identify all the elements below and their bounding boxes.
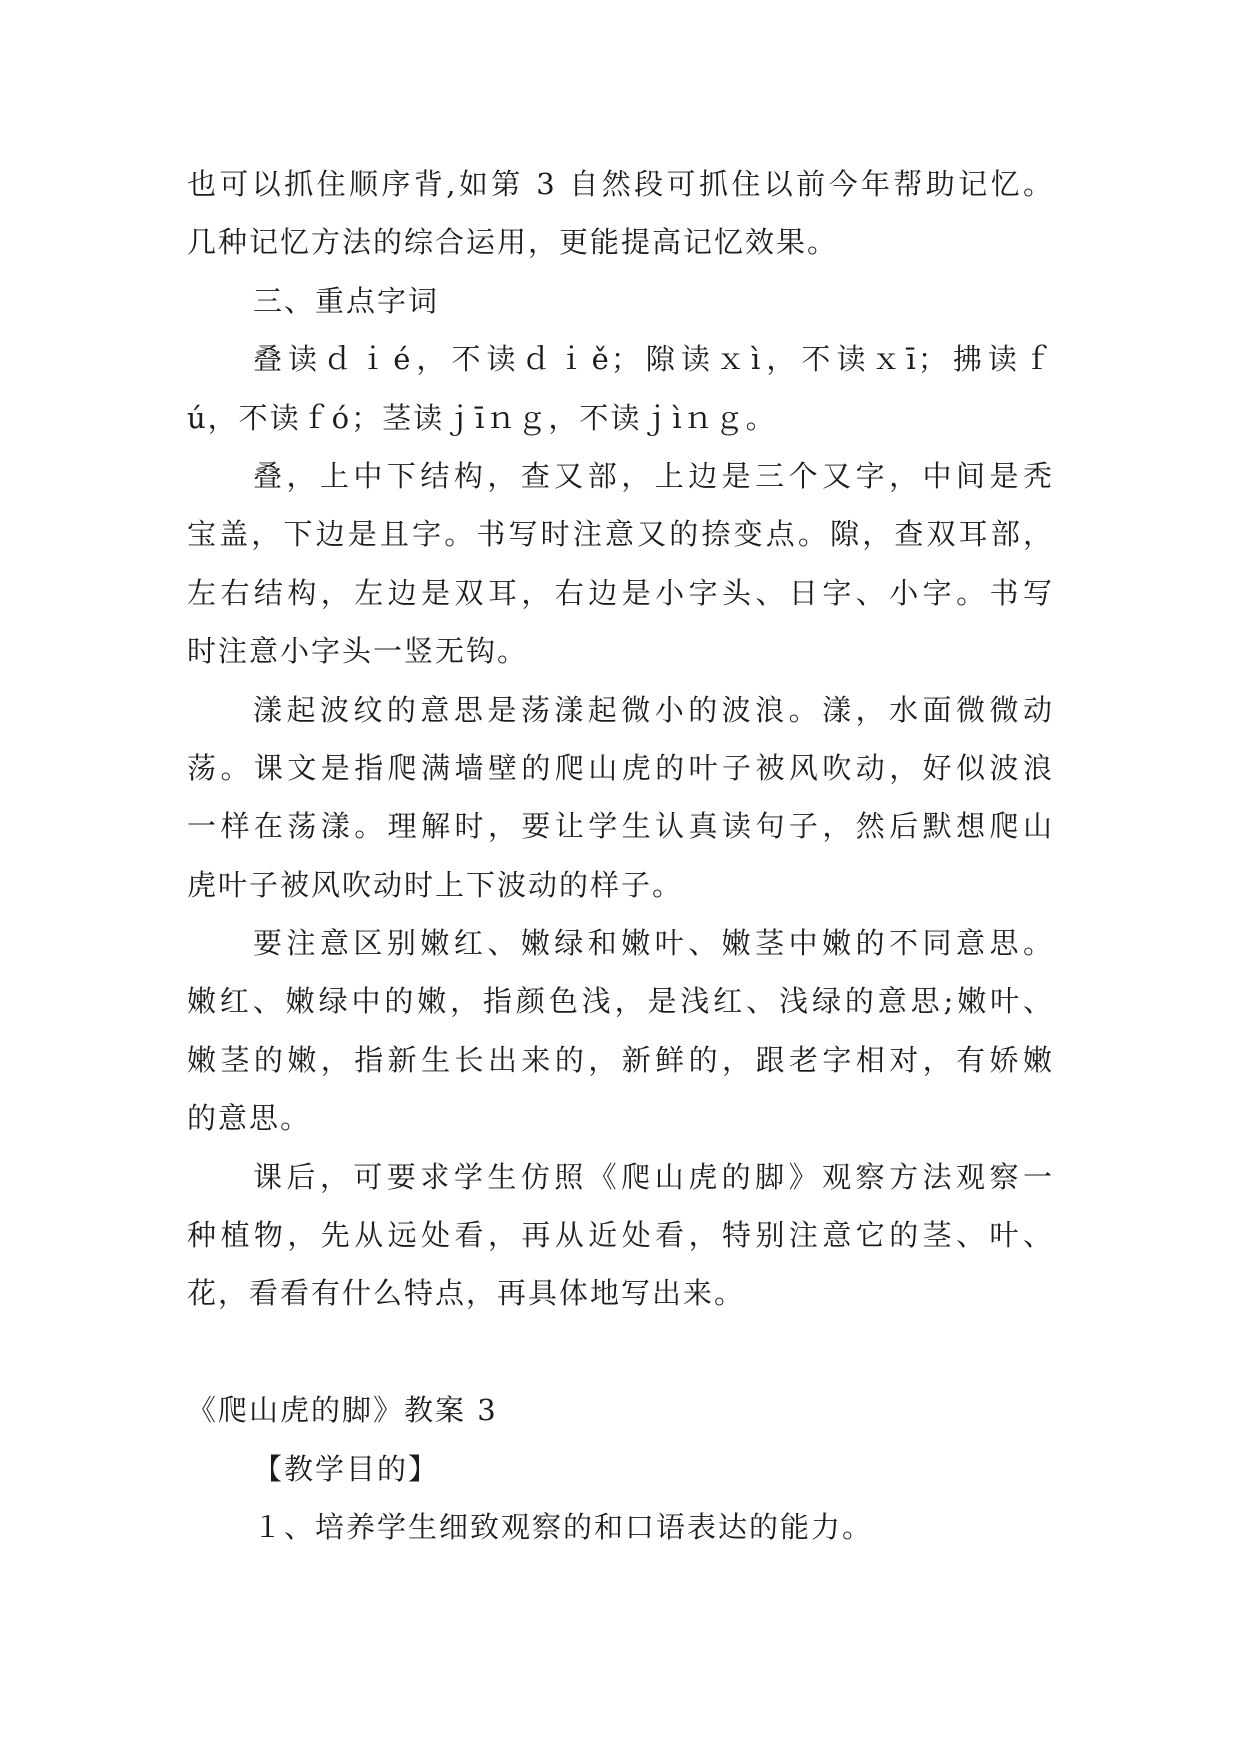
objective-item: １、培养学生细致观察的和口语表达的能力。: [253, 1509, 874, 1544]
text-line: 荡。课文是指爬满墙壁的爬山虎的叶子被风吹动，好似波浪: [187, 750, 1054, 785]
paragraph-after-class: [187, 1148, 1054, 1323]
paragraph-ripple-meaning: [187, 681, 1054, 915]
text-line: 一样在荡漾。理解时，要让学生认真读句子，然后默想爬山: [187, 809, 1054, 844]
text-line: 嫩茎的嫩，指新生长出来的，新鲜的，跟老字相对，有娇嫩: [187, 1042, 1054, 1077]
text-line: 花，看看有什么特点，再具体地写出来。: [187, 1276, 746, 1311]
text-line: 嫩红、嫩绿中的嫩，指颜色浅，是浅红、浅绿的意思;嫩叶、: [187, 984, 1054, 1019]
text-line: 的意思。: [187, 1101, 312, 1136]
document-page: [187, 155, 1054, 1556]
text-line: 要注意区别嫩红、嫩绿和嫩叶、嫩茎中嫩的不同意思。: [253, 926, 1054, 961]
text-line: 虎叶子被风吹动时上下波动的样子。: [187, 867, 684, 902]
paragraph-memory-methods: [187, 155, 1054, 272]
objectives-heading: 【教学目的】: [253, 1451, 440, 1486]
text-line: 时注意小字头一竖无钩。: [187, 634, 529, 669]
blank-line: [187, 1323, 1054, 1381]
text-line: 也可以抓住顺序背,如第 3 自然段可抓住以前今年帮助记忆。: [187, 167, 1054, 201]
text-line: 几种记忆方法的综合运用，更能提高记忆效果。: [187, 225, 839, 260]
text-line: 宝盖，下边是且字。书写时注意又的捺变点。隙，查双耳部，: [187, 517, 1054, 552]
paragraph-character-structure: [187, 447, 1054, 681]
text-line: 种植物，先从远处看，再从近处看，特别注意它的茎、叶、: [187, 1218, 1054, 1253]
text-line: 左右结构，左边是双耳，右边是小字头、日字、小字。书写: [187, 575, 1054, 610]
paragraph-pronunciation: [187, 330, 1054, 447]
text-line: ú，不读ｆó；茎读ｊīｎｇ，不读ｊìｎｇ。: [187, 400, 777, 435]
text-line: 叠读ｄｉé，不读ｄｉě；隙读ｘì，不读ｘī；拂读ｆ: [253, 342, 1054, 377]
paragraph-tender-meaning: [187, 914, 1054, 1148]
section-heading: 三、重点字词: [253, 283, 440, 318]
lesson-title: 《爬山虎的脚》教案 3: [187, 1393, 498, 1428]
text-line: 漾起波纹的意思是荡漾起微小的波浪。漾，水面微微动: [253, 692, 1054, 727]
section-heading-key-words: [187, 272, 1054, 330]
text-line: 叠，上中下结构，查又部，上边是三个又字，中间是秃: [253, 458, 1054, 493]
text-line: 课后，可要求学生仿照《爬山虎的脚》观察方法观察一: [253, 1159, 1054, 1194]
